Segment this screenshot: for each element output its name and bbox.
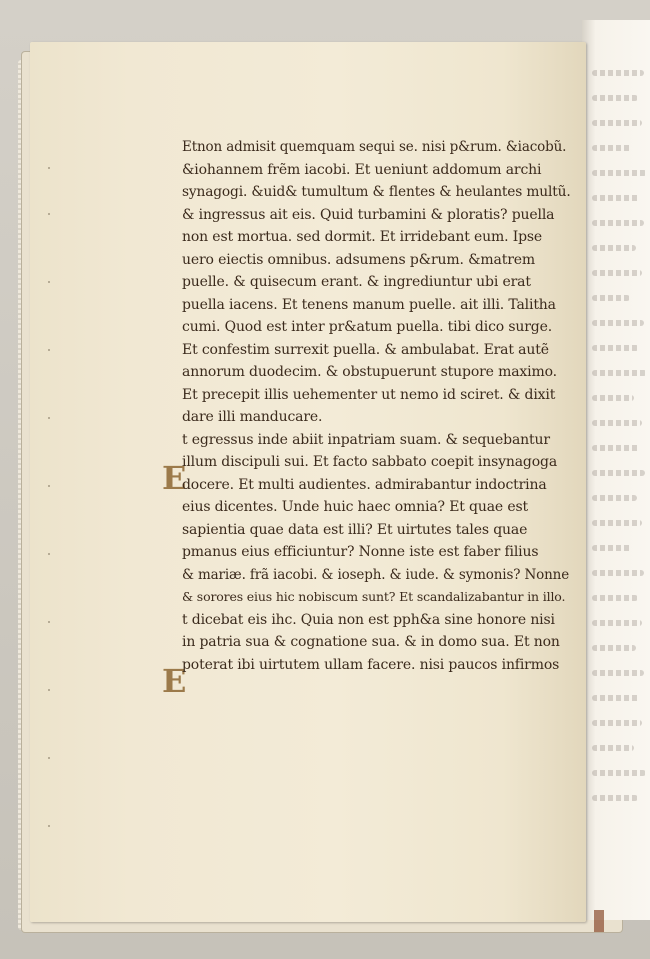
text-line: puella iacens. Et tenens manum puelle. ait illi. Talitha <box>182 296 556 313</box>
text-line: non est mortua. sed dormit. Et irridebant eum. Ipse <box>182 229 543 245</box>
text-line: cumi. Quod est inter pr&atum puella. tibi dico surge. <box>182 319 553 335</box>
pricking-mark <box>48 485 50 487</box>
pricking-mark <box>48 167 50 169</box>
text-line: poterat ibi uirtutem ullam facere. nisi paucos infirmos <box>182 656 560 673</box>
text-line: synagogi. &uid& tumultum & flentes & heulantes multũ. <box>182 184 571 200</box>
text-line: Et confestim surrexit puella. & ambulabat. Erat autẽ <box>182 341 549 358</box>
decorated-initial-2: E <box>162 662 187 700</box>
text-line: illum discipuli sui. Et facto sabbato coepit insynagoga <box>182 454 558 470</box>
pricking-mark <box>48 281 50 283</box>
pricking-mark <box>48 213 50 215</box>
text-line: Et precepit illis uehementer ut nemo id sciret. & dixit <box>182 386 556 403</box>
text-line: & sorores eius hic nobiscum sunt? Et scandalizabantur in illo. <box>182 589 566 604</box>
text-line: uero eiectis omnibus. adsumens p&rum. &matrem <box>182 251 536 268</box>
text-line: annorum duodecim. & obstupuerunt stupore maximo. <box>182 364 557 380</box>
text-line: eius dicentes. Unde huic haec omnia? Et quae est <box>182 499 528 515</box>
text-line: & ingressus ait eis. Quid turbamini & ploratis? puella <box>182 206 555 223</box>
pricking-mark <box>48 417 50 419</box>
pricking-mark <box>48 825 50 827</box>
text-line: in patria sua & cognatione sua. & in domo sua. Et non <box>182 634 560 650</box>
pricking-mark <box>48 621 50 623</box>
text-line: docere. Et multi audientes. admirabantur indoctrina <box>182 476 547 493</box>
text-line: sapientia quae data est illi? Et uirtutes tales quae <box>182 521 528 538</box>
facing-leaf-show-through <box>592 70 650 830</box>
decorated-initial-1: E <box>162 459 187 497</box>
pricking-mark <box>48 349 50 351</box>
pricking-mark <box>48 757 50 759</box>
text-line: t dicebat eis ihc. Quia non est pph&a sine honore nisi <box>182 611 555 628</box>
pricking-mark <box>48 553 50 555</box>
text-line: t egressus inde abiit inpatriam suam. & sequebantur <box>182 431 550 448</box>
manuscript-text <box>182 136 572 676</box>
text-line: puelle. & quisecum erant. & ingrediuntur ubi erat <box>182 274 531 290</box>
text-line: pmanus eius efficiuntur? Nonne iste est faber filius <box>182 544 539 560</box>
text-line: Etnon admisit quemquam sequi se. nisi p&rum. &iacobũ. <box>182 139 567 155</box>
pricking-mark <box>48 689 50 691</box>
text-line: & mariæ. frã iacobi. & ioseph. & iude. & symonis? Nonne <box>182 566 570 583</box>
text-line: &iohannem frẽm iacobi. Et ueniunt addomum archi <box>182 161 542 178</box>
leaf-corner <box>594 910 604 932</box>
text-line: dare illi manducare. <box>182 409 323 425</box>
